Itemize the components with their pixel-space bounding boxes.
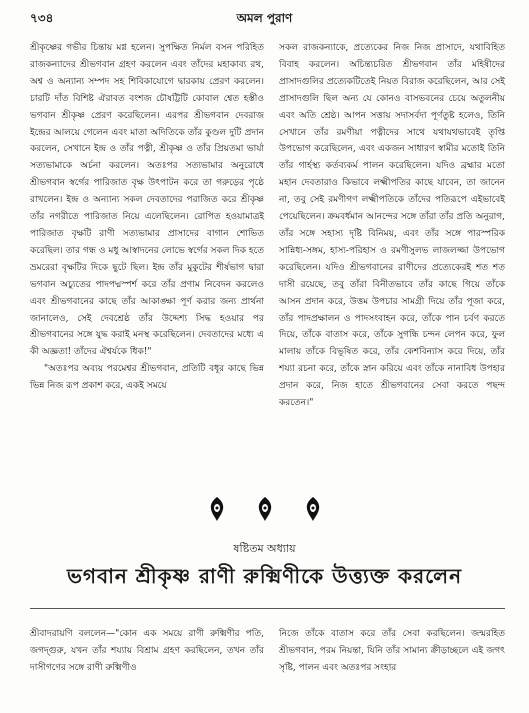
chapter-title: ভগবান শ্রীকৃষ্ণ রাণী রুক্মিণীকে উত্ত্যক্ত করলেন <box>66 564 463 588</box>
section-ornaments <box>0 496 529 524</box>
page-number: ৭৩৪ <box>30 11 54 25</box>
text-column-right <box>279 40 505 412</box>
ornament-icon <box>303 496 323 522</box>
ornament-icon <box>207 496 227 522</box>
chapter-number: ষষ্টিতম অধ্যায় <box>233 542 296 555</box>
paragraph: সকল রাজকন্যাকে, প্রত্যেকের নিজ নিজ প্রাসাদে, যথাবিহিত বিবাহ করলেন। অচিন্ত্যচরিত শ্রীভগবান তাঁর মহিষীদের প্রাসাদগুলির প্রত্যেকটিতেই নিয়ত বিরাজ করেছিলেন, আর সেই প্রাসাদগুলি ছিল অন্য যে কোনও বাসভবনের চেয়ে অতুলনীয় এবং অতি শ্রেষ্ঠ। আপন সত্তায় সদাসর্বদা পূর্ণতুষ্ট হলেও, তিনি সেখানে তাঁর রমণীয়া পত্নীদের সাথে যথাযথভাবেই তৃপ্তি উপভোগ করেছিলেন, এবং একজন সাধারণ স্বামীর মতোই তিনি তাঁর গার্হস্থ্য কর্তব্যকর্ম পালন করেছিলেন। যদিও ব্রহ্মার মতো মহান দেবতারাও কিভাবে লক্ষ্মীপতির কাছে যাবেন, তা জানেন না, তবু সেই রমণীগণ লক্ষ্মীপতিকে তাঁদের পতিরূপে এইভাবেই পেয়েছিলেন। ক্রমবর্ধমান আনন্দের সঙ্গে তাঁরা তাঁর প্রতি অনুরাগ, তাঁর সঙ্গে সহাস্য দৃষ্টি বিনিময়, এবং তাঁর সঙ্গে পারস্পরিক সান্নিধ্য-সঙ্গম, হাস্য-পরিহাস ও রমণীসুলভ লাজলজ্জা উপভোগ করেছিলেন। যদিও শ্রীভগবানের রাণীদের প্রত্যেকেরই শত শত দাসী রয়েছে, তবু তাঁরা বিনীতভাবে তাঁর কাছে গিয়ে তাঁকে আসন প্রদান করে, উত্তম উপচার সামগ্রী দিয়ে তাঁর পূজা করে, তাঁর পাদপ্রক্ষালন ও পাদসংবাহন করে, তাঁকে পান চর্বণ করতে দিয়ে, তাঁকে বাতাস করে, তাঁকে সুগন্ধি চন্দন লেপন করে, ফুল মালায় তাঁকে বিভূষিত করে, তাঁর কেশবিন্যাস করে দিয়ে, তাঁর শয্যা রচনা করে, তাঁকে স্নান করিয়ে এবং তাঁকে নানাবিধ উপহার প্রদান করে, নিজ হাতে শ্রীভগবানের সেবা করতে পছন্দ করতেন।" <box>279 43 505 409</box>
paragraph: "অতঃপর অব্যয় পরমেশ্বর শ্রীভগবান, প্রতিটি বধূর কাছে ভিন্ন ভিন্ন নিজ রূপ প্রকাশ করে, একই সময়ে <box>30 364 264 392</box>
paragraph: নিজে তাঁকে বাতাস করে তাঁর সেবা করছিলেন। জন্মরহিত শ্রীভগবান, পরম নিয়ন্তা, যিনি তাঁর সামান্য ক্রীড়াচ্ছলে এই জগৎ সৃষ্টি, পালন এবং অতঃপর সংহার <box>279 629 505 673</box>
divider <box>30 608 505 609</box>
chapter-text-left <box>30 626 264 677</box>
paragraph: শ্রীবাদরায়ণি বললেন—"কোন এক সময়ে রাণী রুক্মিণীর পতি, জগদ্গুরু, যখন তাঁর শয্যায় বিশ্রাম গ্রহণ করছিলেন, তখন তাঁর দাসীগণের সঙ্গে রাণী রুক্মিণীও <box>30 629 264 673</box>
text-column-left <box>30 40 264 395</box>
paragraph: শ্রীকৃষ্ণের গভীর চিন্তায় মগ্ন হলেন। সুপক্ষিত নির্মল বসন পরিহিত রাজকন্যাদের শ্রীভগবান গ্রহণ করলেন এবং তাঁদের মহাকাব্য রথ, অশ্ব ও অন্যান্য সম্পদ সহ শিবিকাযোগে দ্বারকায় প্রেরণ করলেন। চারটি দাঁত বিশিষ্ট ঐরাবত বংশজ চৌষট্টিটি কোবাল শ্বেত হস্তীও ভগবান শ্রীকৃষ্ণ প্রেরণ করেছিলেন। এরপর শ্রীভগবান দেবরাজ ইন্দ্রের আলয়ে গেলেন এবং মাতা অদিতিকে তাঁর কুণ্ডল দুটি প্রদান করলেন, সেখানে ইন্দ্র ও তাঁর পত্নী, শ্রীকৃষ্ণ ও তাঁর প্রিয়তমা ভার্যা সত্যভামাকে অর্চনা করলেন। অতঃপর সত্যভামার অনুরোধে শ্রীভগবান স্বর্গের পারিজাত বৃক্ষ উৎপাটন করে তা গরুড়ের পৃষ্ঠে রাখলেন। ইন্দ্র ও অন্যান্য সকল দেবতাদের পরাজিত করে শ্রীকৃষ্ণ তাঁর নগরীতে পারিজাত নিয়ে এলেছিলেন। রোপিত হওয়ামাত্রই পারিজাত বৃক্ষটি রাণী সত্যভামার প্রাসাদের বাগান শোভিত করেছিল। তার গন্ধ ও মধু আস্বাদনের লোভে স্বর্গের সকল দিক হতে ভ্রমরেরা বৃক্ষটির দিকে ছুটে ছিল। ইন্দ্র তাঁর মুকুটের শীর্ষভাগ দ্বারা ভগবান অচ্যুতের পাদপদ্মস্পর্শ করে তাঁর প্রণাম নিবেদন করলেও এবং শ্রীভগবানের কাছে তাঁর আকাঙ্ক্ষা পূর্ণ করার জন্য প্রার্থনা জানালেও, সেই দেবশ্রেষ্ঠ তাঁর উদ্দেশ্য সিদ্ধ হওয়ার পর শ্রীভগবানের সঙ্গে যুদ্ধ করাই মনস্থ করেছিলেন। দেবতাদের মধ্যে এ কী অজ্ঞতা! তাঁদের ঐশ্বর্যকে ধিক!" <box>30 43 264 358</box>
ornament-icon <box>255 496 275 522</box>
chapter-text-right <box>279 626 505 677</box>
running-title: অমল পুরাণ <box>236 11 293 25</box>
